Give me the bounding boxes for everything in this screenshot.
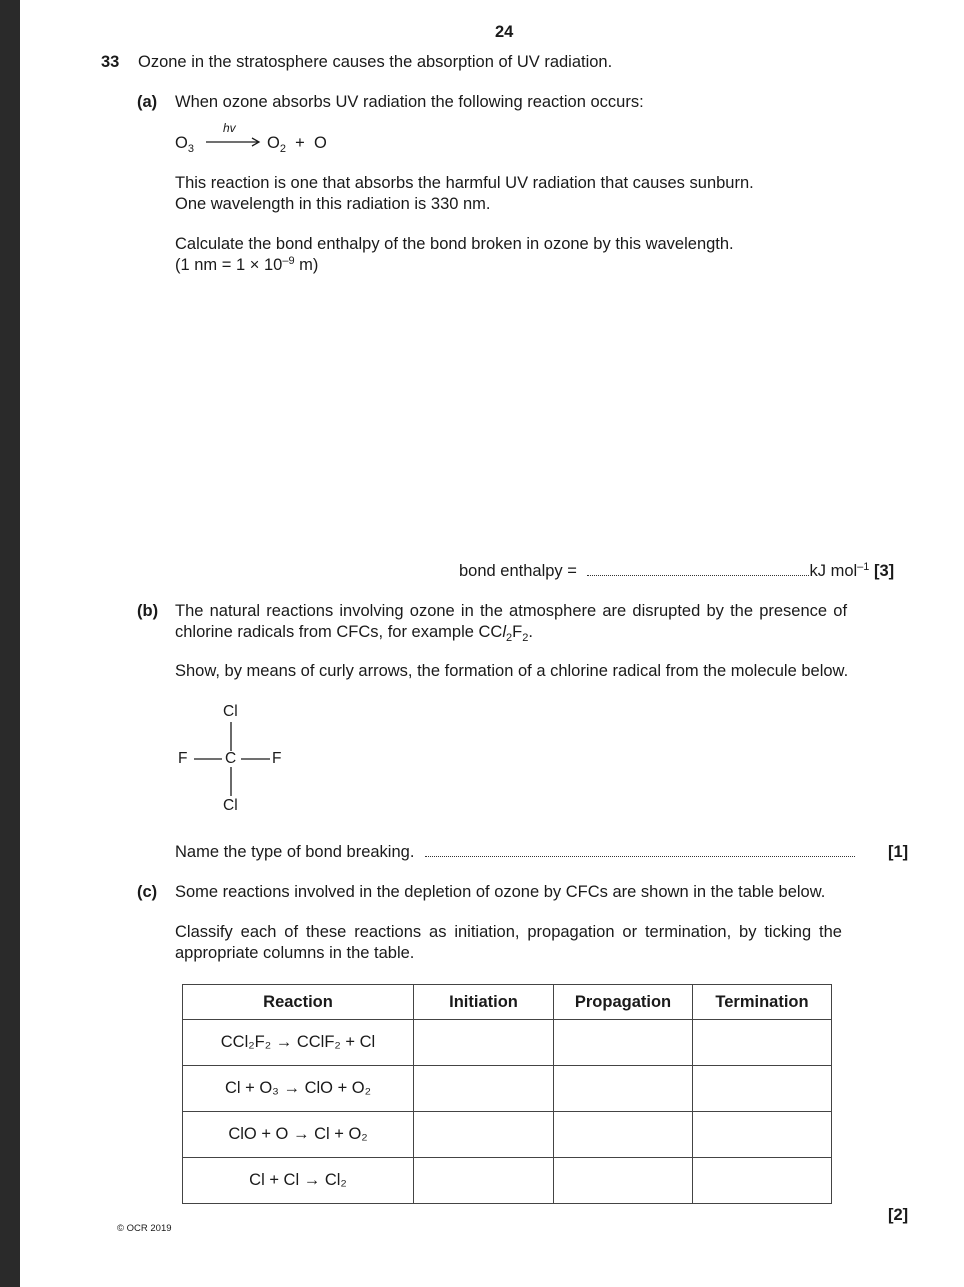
part-a-marks: [3]	[874, 562, 895, 580]
eq-product1-sub: 2	[279, 143, 286, 155]
molecule-bottom-cl: Cl	[223, 797, 238, 814]
question-number: 33	[101, 53, 120, 71]
tick-initiation[interactable]	[414, 1112, 554, 1158]
cfc-l: l	[502, 623, 507, 641]
part-a-conversion	[175, 255, 318, 276]
ozone-equation	[175, 133, 194, 154]
table-row	[183, 1112, 832, 1158]
reaction-lhs: ClO + O	[228, 1125, 289, 1143]
part-b-line2	[175, 622, 533, 643]
tick-termination[interactable]	[693, 1112, 832, 1158]
bond-enthalpy-label: bond enthalpy =	[459, 562, 582, 580]
part-a-instruction: Calculate the bond enthalpy of the bond broken in ozone by this wavelength.	[175, 235, 734, 253]
tick-initiation[interactable]	[414, 1158, 554, 1204]
bond-enthalpy-unit: kJ mol	[809, 562, 858, 580]
reaction-arrow: →	[303, 1171, 321, 1189]
bond-breaking-answer-space[interactable]	[425, 842, 855, 857]
eq-products	[267, 133, 327, 154]
conversion-exponent: –9	[282, 255, 295, 267]
part-b-instruction: Show, by means of curly arrows, the formation of a chlorine radical from the molecule below.	[175, 662, 849, 680]
part-a-line1: This reaction is one that absorbs the harmful UV radiation that causes sunburn.	[175, 174, 754, 192]
header-initiation: Initiation	[414, 985, 554, 1020]
reaction-cell	[183, 1066, 414, 1112]
header-propagation: Propagation	[554, 985, 693, 1020]
reaction-lhs: Cl + O₃	[224, 1079, 279, 1097]
molecule-center-c: C	[225, 750, 237, 767]
tick-propagation[interactable]	[554, 1020, 693, 1066]
molecule-left-f: F	[178, 750, 188, 767]
reaction-arrow: →	[292, 1125, 310, 1143]
eq-plus: +	[295, 134, 305, 152]
table-header-row	[183, 985, 832, 1020]
cfc-sub1: 2	[506, 632, 513, 644]
part-b-line2-text: chlorine radicals from CFCs, for example CC	[175, 623, 503, 641]
bond-enthalpy-answer-line	[459, 561, 894, 582]
table-row	[183, 1020, 832, 1066]
header-termination: Termination	[693, 985, 832, 1020]
reaction-lhs: Cl + Cl	[249, 1171, 300, 1189]
tick-propagation[interactable]	[554, 1066, 693, 1112]
cfc-sub2: 2	[522, 632, 529, 644]
header-reaction: Reaction	[183, 985, 414, 1020]
reaction-cell	[183, 1020, 414, 1066]
reaction-table	[182, 984, 832, 1204]
part-b-marks: [1]	[888, 843, 909, 861]
part-a-line2: One wavelength in this radiation is 330 nm.	[175, 195, 491, 213]
question-intro: Ozone in the stratosphere causes the absorption of UV radiation.	[138, 53, 613, 71]
bond-enthalpy-answer-space[interactable]	[587, 561, 809, 576]
reaction-arrow: →	[283, 1079, 300, 1097]
tick-termination[interactable]	[693, 1158, 832, 1204]
table-row	[183, 1066, 832, 1112]
cfc-end: .	[528, 623, 533, 641]
bond-breaking-question	[175, 842, 855, 863]
tick-propagation[interactable]	[554, 1158, 693, 1204]
tick-initiation[interactable]	[414, 1020, 554, 1066]
reaction-rhs: Cl₂	[324, 1171, 347, 1189]
eq-arrow	[206, 136, 262, 148]
reaction-rhs: Cl + O₂	[314, 1125, 368, 1143]
reaction-arrow: →	[275, 1033, 293, 1051]
page-number: 24	[495, 23, 514, 41]
part-c-marks: [2]	[888, 1206, 909, 1224]
part-b-label: (b)	[137, 602, 159, 620]
part-b-line1: The natural reactions involving ozone in the atmosphere are disrupted by the presence of	[175, 602, 848, 620]
part-c-line1: Some reactions involved in the depletion of ozone by CFCs are shown in the table below.	[175, 883, 826, 901]
unit-exponent: –1	[857, 561, 870, 573]
molecule-bonds	[188, 718, 278, 800]
part-c-line3: appropriate columns in the table.	[175, 944, 415, 962]
table-row	[183, 1158, 832, 1204]
eq-product1: O	[267, 134, 280, 152]
reaction-cell	[183, 1158, 414, 1204]
conversion-unit: m)	[294, 256, 319, 274]
part-c-label: (c)	[137, 883, 158, 901]
tick-propagation[interactable]	[554, 1112, 693, 1158]
eq-reactant: O	[175, 134, 188, 152]
eq-arrow-label: hv	[223, 121, 236, 135]
reaction-rhs: ClO + O₂	[304, 1079, 372, 1097]
eq-product2: O	[313, 134, 327, 152]
tick-termination[interactable]	[693, 1066, 832, 1112]
copyright-footer: © OCR 2019	[117, 1223, 172, 1234]
part-a-label: (a)	[137, 93, 158, 111]
cfc-f: F	[512, 623, 523, 641]
part-c-line2: Classify each of these reactions as initiation, propagation or termination, by ticking the	[175, 923, 842, 941]
tick-termination[interactable]	[693, 1020, 832, 1066]
molecule-top-cl: Cl	[223, 703, 238, 720]
bond-breaking-text: Name the type of bond breaking.	[175, 843, 415, 861]
molecule-right-f: F	[272, 750, 282, 767]
tick-initiation[interactable]	[414, 1066, 554, 1112]
conversion-text: (1 nm = 1 × 10	[175, 256, 283, 274]
reaction-lhs: CCl₂F₂	[220, 1033, 272, 1051]
part-a-intro: When ozone absorbs UV radiation the following reaction occurs:	[175, 93, 644, 111]
eq-reactant-sub: 3	[187, 143, 194, 155]
reaction-rhs: CClF₂ + Cl	[296, 1033, 376, 1051]
exam-page	[20, 0, 964, 1287]
reaction-cell	[183, 1112, 414, 1158]
